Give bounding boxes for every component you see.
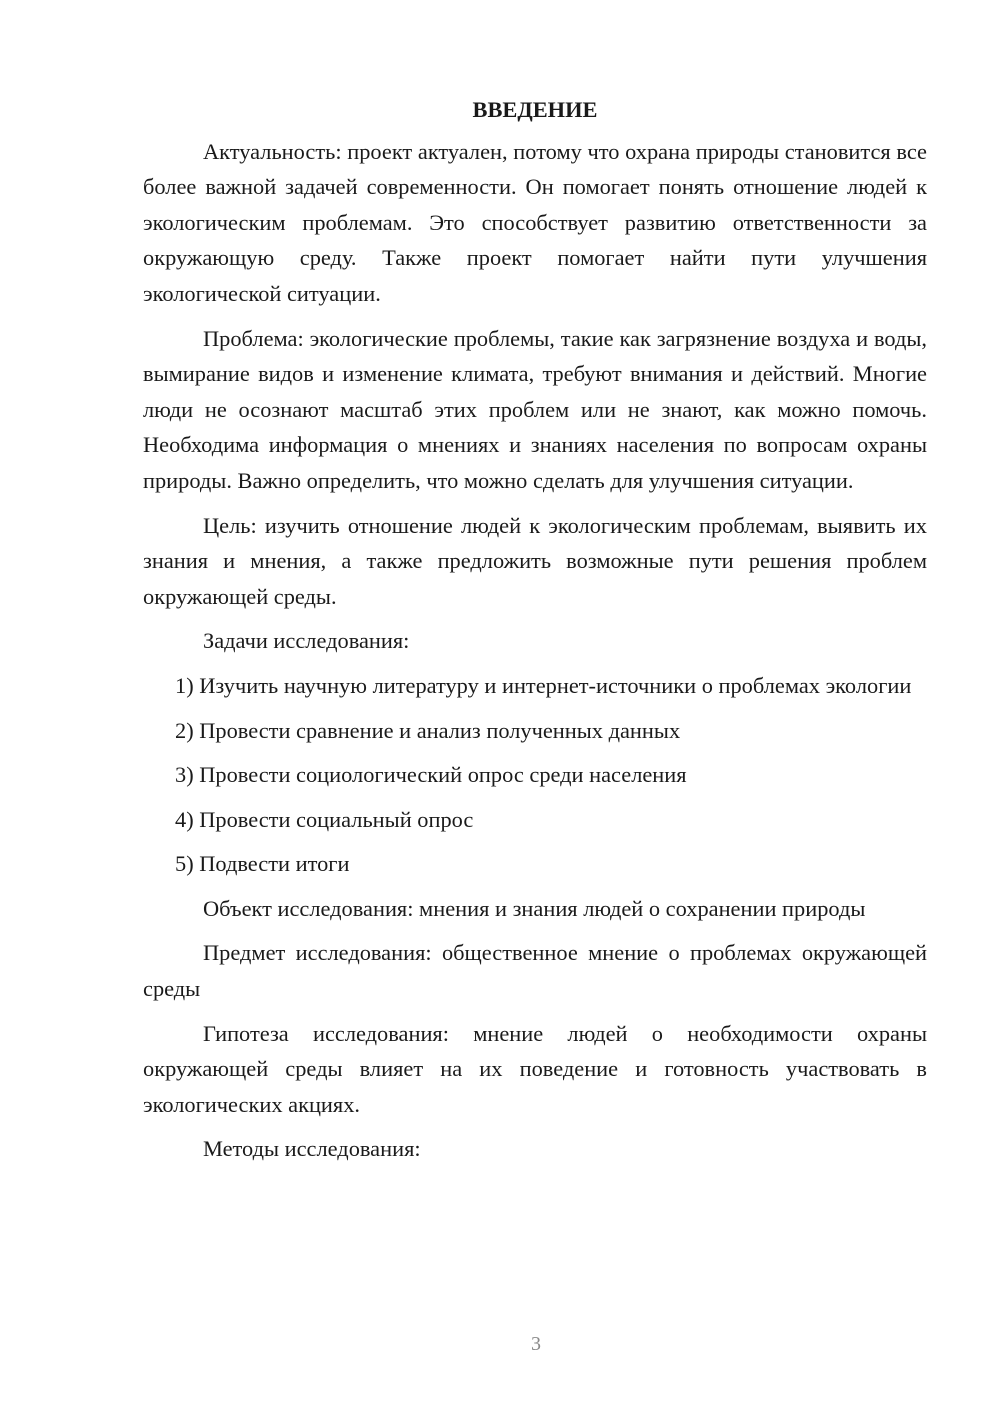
methods-heading: Методы исследования: — [203, 1136, 421, 1162]
paragraph-hypothesis: Гипотеза исследования: мнение людей о необходимости охраны окружающей среды влияет на их поведение и готовность участвовать в экологических акциях. — [143, 1020, 927, 1117]
list-item: 4) Провести социальный опрос — [175, 806, 474, 832]
paragraph-object: Объект исследования: мнения и знания людей о сохранении природы — [203, 895, 866, 921]
tasks-list — [143, 668, 927, 882]
page-number: 3 — [531, 1333, 541, 1355]
tasks-heading: Задачи исследования: — [203, 628, 410, 654]
paragraph-goal: Цель: изучить отношение людей к экологическим проблемам, выявить их знания и мнения, а также предложить возможные пути решения проблем окружающей среды. — [143, 512, 927, 609]
paragraph-relevance: Актуальность: проект актуален, потому что охрана природы становится все более важной задачей современности. Он помогает понять отношение людей к экологическим проблемам. Это способствует развитию ответственности за окружающую среду. Также проект помогает найти пути улучшения экологической ситуации. — [143, 138, 927, 306]
paragraph-problem: Проблема: экологические проблемы, такие как загрязнение воздуха и воды, вымирание видов и изменение климата, требуют внимания и действий. Многие люди не осознают масштаб этих проблем или не знают, как можно помочь. Необходима информация о мнениях и знаниях населения по вопросам охраны природы. Важно определить, что можно сделать для улучшения ситуации. — [143, 325, 927, 493]
paragraph-subject: Предмет исследования: общественное мнение о проблемах окружающей среды — [143, 940, 927, 1002]
section-title: ВВЕДЕНИЕ — [472, 97, 598, 122]
list-item: 1) Изучить научную литературу и интернет-источники о проблемах экологии — [175, 672, 912, 698]
list-item: 3) Провести социологический опрос среди населения — [175, 762, 687, 788]
list-item: 5) Подвести итоги — [175, 851, 350, 877]
page-content — [143, 92, 927, 1176]
list-item: 2) Провести сравнение и анализ полученных данных — [175, 717, 681, 743]
